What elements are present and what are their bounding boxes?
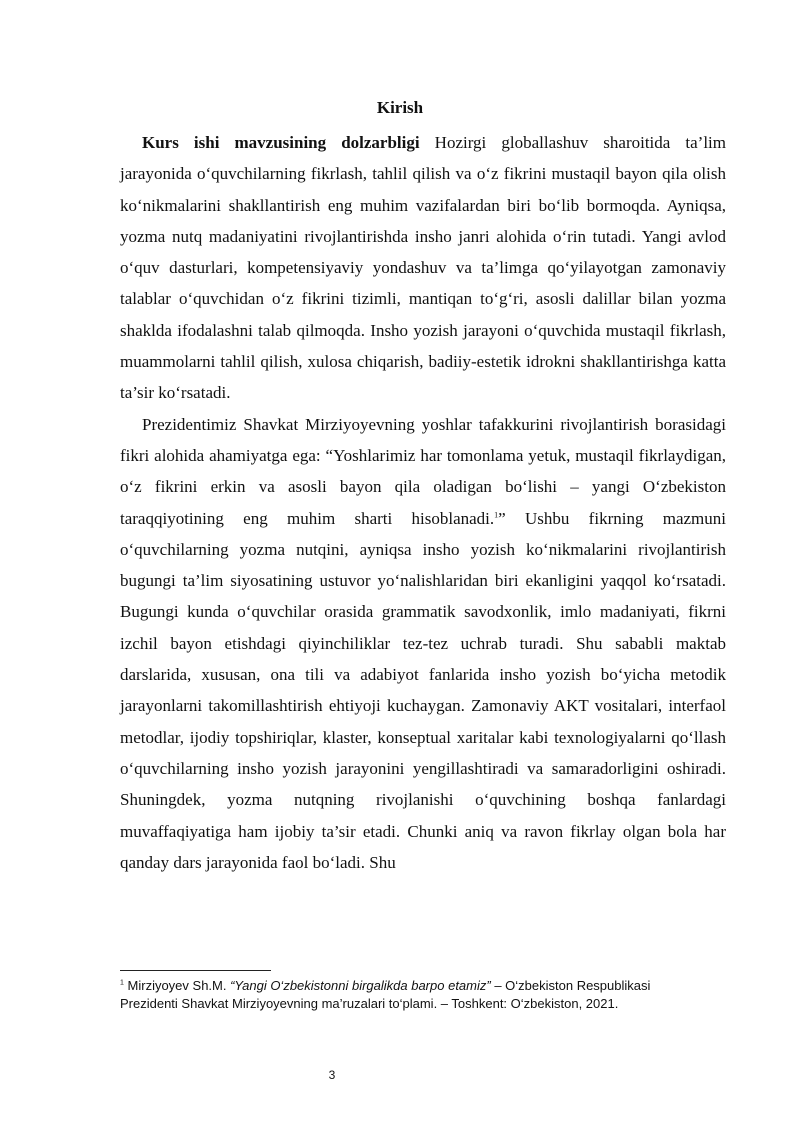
footnote-details: – O‘zbekiston Respublikasi Prezidenti Shavkat Mirziyoyevning ma’ruzalari to‘plami. – Toshkent: O‘zbekiston, 2021. [120, 978, 651, 1011]
quote-continuation: ” Ushbu fikrning mazmuni o‘quvchilarning yozma nutqini, ayniqsa insho yozish ko‘nikmalarini rivojlantirish bugungi ta’lim siyosatining ustuvor yo‘nalishlaridan biri ekanligini yaqqol ko‘rsatadi. Bugungi kunda o‘quvchilar orasida grammatik savodxonlik, imlo madaniyati, fikrni izchil bayon etishdagi qiyinchiliklar tez-tez uchrab turadi. Shu sababli maktab darslarida, xususan, ona tili va adabiyot fanlarida insho yozish bo‘yicha metodik jarayonlarni takomillashtirish ehtiyoji kuchaygan. Zamonaviy AKT vositalari, interfaol metodlar, ijodiy topshiriqlar, klaster, konseptual xaritalar kabi texnologiyalarni qo‘llash o‘quvchilarning insho yozish jarayonini yengillashtiradi va samaradorligini oshiradi. Shuningdek, yozma nutqning rivojlanishi o‘quvchining boshqa fanlardagi muvaffaqiyatiga ham ijobiy ta’sir etadi. Chunki aniq va ravon fikrlay olgan bola har qanday dars jarayonida faol bo‘ladi. Shu [120, 508, 727, 872]
body-text [120, 127, 726, 878]
footnote-author: Mirziyoyev Sh.M. [123, 978, 231, 993]
quote-text: Prezidentimiz Shavkat Mirziyoyevning yoshlar tafakkurini rivojlantirish borasidagi fikri alohida ahamiyatga ega: “Yoshlarimiz har tomonlama yetuk, mustaqil fikrlaydigan, o‘z fikrini erkin va asosli bayon qila oladigan bo‘lishi – yangi O‘zbekiston taraqqiyotining eng muhim sharti hisoblanadi. [120, 414, 726, 528]
footnote-separator [120, 970, 271, 971]
section-heading: Kirish [376, 98, 424, 117]
footnote [120, 977, 680, 1013]
footnote-title: “Yangi O‘zbekistonni birgalikda barpo etamiz” [230, 978, 491, 993]
page-number: 3 [328, 1068, 336, 1082]
footnote-reference[interactable]: 1 [494, 509, 499, 519]
relevance-lead: Kurs ishi mavzusining dolzarbligi [142, 133, 420, 152]
footnote-mark: 1 [120, 979, 124, 987]
relevance-text: Hozirgi globallashuv sharoitida ta’lim jarayonida o‘quvchilarning fikrlash, tahlil qilish va o‘z fikrini mustaqil bayon qila olish ko‘nikmalarini shakllantirish eng muhim vazifalardan biri bo‘lib bormoqda. Ayniqsa, yozma nutq madaniyatini rivojlantirishda insho janri alohida o‘rin tutadi. Yangi avlod o‘quv dasturlari, kompetensiyaviy yondashuv va ta’limga qo‘yilayotgan zamonaviy talablar o‘quvchidan o‘z fikrini tizimli, mantiqan to‘g‘ri, asosli dalillar bilan yozma shaklda ifodalashni talab qilmoqda. Insho yozish jarayoni o‘quvchida mustaqil fikrlash, muammolarni tahlil qilish, xulosa chiqarish, badiiy-estetik idrokni shakllantirishga katta ta’sir ko‘rsatadi. [120, 133, 726, 403]
paragraph-president-quote [120, 409, 726, 878]
paragraph-relevance [120, 127, 726, 409]
